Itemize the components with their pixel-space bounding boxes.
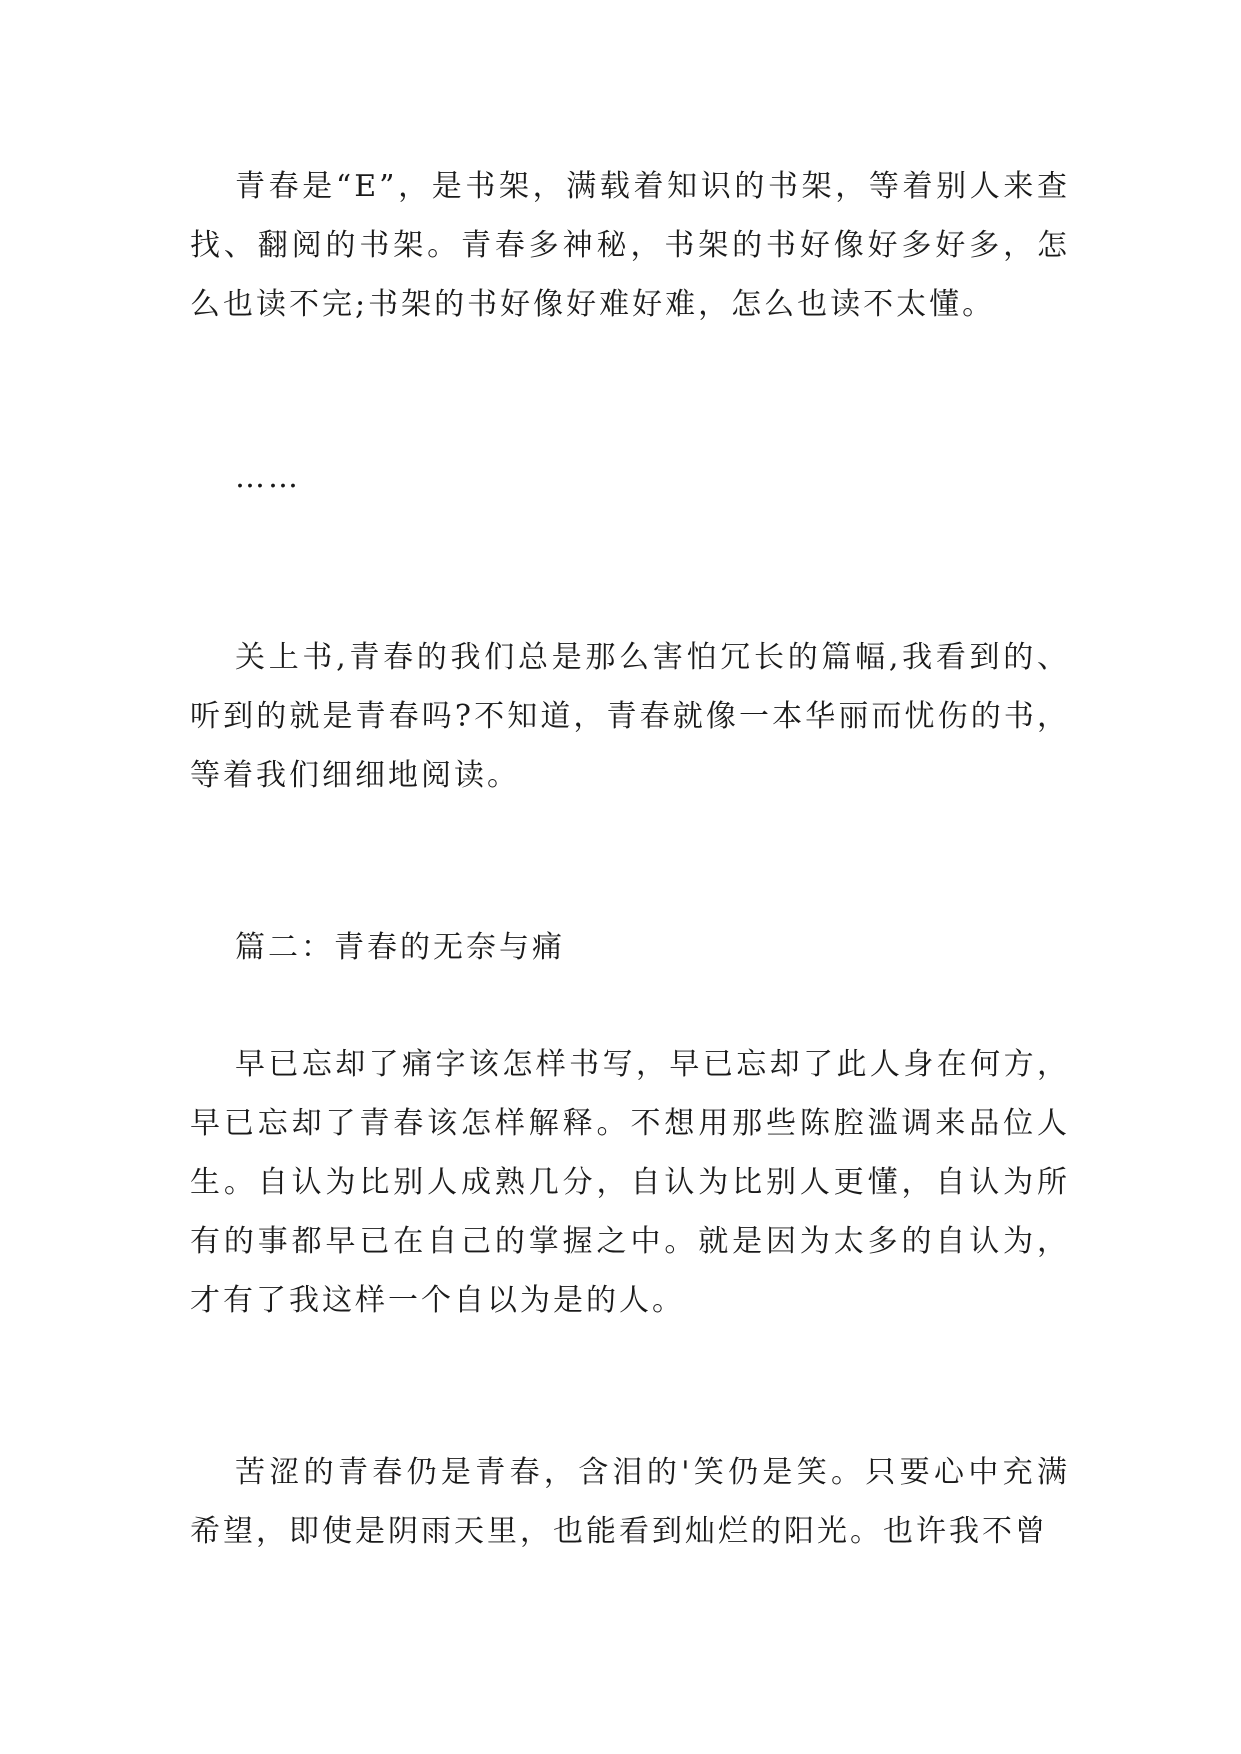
paragraph-forgotten-pain: 早已忘却了痛字该怎样书写，早已忘却了此人身在何方，早已忘却了青春该怎样解释。不想用那些陈腔滥调来品位人生。自认为比别人成熟几分，自认为比别人更懂，自认为所有的事都早已在自己的掌握之中。就是因为太多的自认为，才有了我这样一个自以为是的人。: [190, 1047, 1070, 1318]
section-heading: 篇二：青春的无奈与痛: [235, 930, 565, 965]
paragraph-bitter-youth: 苦涩的青春仍是青春，含泪的'笑仍是笑。只要心中充满希望，即使是阴雨天里，也能看到灿烂的阳光。也许我不曾: [190, 1455, 1070, 1549]
paragraph-ellipsis: ……: [235, 460, 301, 495]
paragraph-bookshelf: 青春是“E”，是书架，满载着知识的书架，等着别人来查找、翻阅的书架。青春多神秘，书架的书好像好多好多，怎么也读不完;书架的书好像好难好难，怎么也读不太懂。: [190, 169, 1070, 322]
paragraph-close-book: 关上书,青春的我们总是那么害怕冗长的篇幅,我看到的、听到的就是青春吗?不知道，青春就像一本华丽而忧伤的书，等着我们细细地阅读。: [190, 640, 1070, 793]
